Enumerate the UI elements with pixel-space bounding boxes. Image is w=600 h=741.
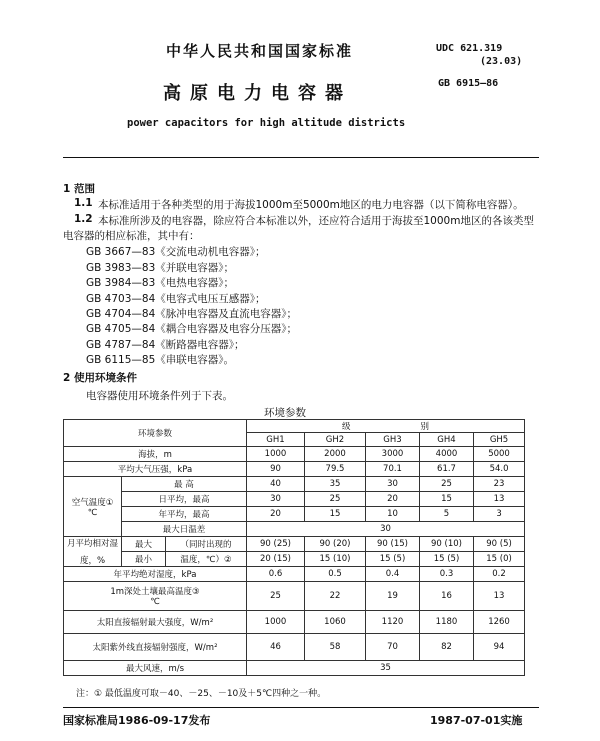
reference-standard: GB 6115—85《串联电容器》。 bbox=[86, 354, 235, 366]
grade-cell: GH5 bbox=[474, 433, 525, 447]
cell: 70 bbox=[366, 634, 420, 661]
row-label: 最小 bbox=[122, 552, 166, 567]
row-label: 海拔，m bbox=[64, 447, 247, 462]
cell: 79.5 bbox=[305, 462, 366, 477]
row-label: 最 高 bbox=[122, 477, 247, 492]
section-2-intro: 电容器使用环境条件列于下表。 bbox=[86, 390, 233, 402]
table-header-row bbox=[64, 420, 525, 433]
table-caption: 环境参数 bbox=[264, 407, 306, 419]
humidity-label-a: 月平均相对湿 bbox=[66, 539, 118, 549]
cell: 70.1 bbox=[366, 462, 420, 477]
cell: 15 (5) bbox=[366, 552, 420, 567]
cell: 0.2 bbox=[474, 567, 525, 582]
table-row bbox=[64, 477, 525, 492]
reference-standard: GB 4704—84《脉冲电容器及直流电容器》； bbox=[86, 308, 298, 320]
param-header: 环境参数 bbox=[64, 420, 247, 447]
row-label: 温度，℃）② bbox=[166, 552, 247, 567]
cell: 13 bbox=[474, 492, 525, 507]
clause-1-2-text-cont: 电容器的相应标准，其中有： bbox=[63, 230, 200, 242]
section-2-heading: 2 使用环境条件 bbox=[63, 372, 137, 384]
grade-cell: GH3 bbox=[366, 433, 420, 447]
table-note: 注：① 最低温度可取－40、－25、－10及＋5℃四种之一种。 bbox=[76, 689, 327, 699]
clause-1-1-number: 1.1 bbox=[74, 197, 93, 209]
clause-1-2-text: 本标准所涉及的电容器，除应符合本标准以外，还应符合适用于海拔至1000m地区的各该类型 bbox=[98, 215, 534, 227]
cell: 25 bbox=[247, 582, 305, 611]
cell: 1120 bbox=[366, 611, 420, 634]
cell: 0.5 bbox=[305, 567, 366, 582]
cell: 4000 bbox=[420, 447, 474, 462]
grade-cell: GH4 bbox=[420, 433, 474, 447]
cell: 15 bbox=[305, 507, 366, 522]
cell: 40 bbox=[247, 477, 305, 492]
row-label: 太阳直接辐射最大强度，W/m² bbox=[64, 611, 247, 634]
reference-standard: GB 3984—83《电热电容器》； bbox=[86, 277, 235, 289]
cell: 5000 bbox=[474, 447, 525, 462]
cell: 23 bbox=[474, 477, 525, 492]
row-label bbox=[64, 582, 247, 611]
humidity-label-b: 度，% bbox=[79, 556, 106, 566]
section-1-heading: 1 范围 bbox=[63, 183, 95, 195]
soil-temp-unit: ℃ bbox=[150, 597, 160, 607]
cell: 0.3 bbox=[420, 567, 474, 582]
cell: 1000 bbox=[247, 611, 305, 634]
table-row bbox=[64, 634, 525, 661]
cell: 1260 bbox=[474, 611, 525, 634]
cell: 16 bbox=[420, 582, 474, 611]
air-temp-label: 空气温度① bbox=[71, 497, 114, 508]
cell: 1000 bbox=[247, 447, 305, 462]
cell: 90 (20) bbox=[305, 537, 366, 552]
reference-standard: GB 3667—83《交流电动机电容器》； bbox=[86, 246, 266, 258]
grade-header bbox=[247, 420, 525, 433]
row-label: 最大日温差 bbox=[122, 522, 247, 537]
cell: 30 bbox=[247, 522, 525, 537]
cell: 82 bbox=[420, 634, 474, 661]
cell: 61.7 bbox=[420, 462, 474, 477]
footer-rule bbox=[63, 707, 539, 708]
cell: 25 bbox=[420, 477, 474, 492]
english-title: power capacitors for high altitude districts bbox=[127, 117, 406, 129]
cell: 54.0 bbox=[474, 462, 525, 477]
row-label: 平均大气压强，kPa bbox=[64, 462, 247, 477]
table-row bbox=[64, 447, 525, 462]
document-title: 高原电力电容器 bbox=[163, 83, 352, 104]
reference-standard: GB 4787—84《断路器电容器》； bbox=[86, 339, 245, 351]
cell: 20 bbox=[366, 492, 420, 507]
header-rule bbox=[63, 157, 539, 158]
reference-standard: GB 4703—84《电容式电压互感器》； bbox=[86, 293, 266, 305]
cell: 25 bbox=[305, 492, 366, 507]
row-label: 年平均，最高 bbox=[122, 507, 247, 522]
grade-cell: GH1 bbox=[247, 433, 305, 447]
cell: 10 bbox=[366, 507, 420, 522]
clause-1-2-number: 1.2 bbox=[74, 213, 93, 225]
udc-sub: (23.03) bbox=[480, 56, 523, 67]
cell: 46 bbox=[247, 634, 305, 661]
table-row bbox=[64, 567, 525, 582]
cell: 19 bbox=[366, 582, 420, 611]
table-row bbox=[64, 522, 525, 537]
org-title: 中华人民共和国国家标准 bbox=[166, 42, 354, 60]
udc-number: UDC 621.319 bbox=[436, 43, 503, 54]
cell: 58 bbox=[305, 634, 366, 661]
cell: 20 (15) bbox=[247, 552, 305, 567]
table-row bbox=[64, 582, 525, 611]
cell: 2000 bbox=[305, 447, 366, 462]
cell: 15 (0) bbox=[474, 552, 525, 567]
row-label: 日平均，最高 bbox=[122, 492, 247, 507]
table-row bbox=[64, 552, 525, 567]
cell: 1180 bbox=[420, 611, 474, 634]
grade-cell: GH2 bbox=[305, 433, 366, 447]
row-label: 太阳紫外线直接辐射强度，W/m² bbox=[64, 634, 247, 661]
effective-date: 1987-07-01实施 bbox=[430, 714, 523, 727]
cell: 15 (5) bbox=[420, 552, 474, 567]
cell: 35 bbox=[305, 477, 366, 492]
table-row bbox=[64, 507, 525, 522]
issued-date: 国家标准局1986-09-17发布 bbox=[63, 714, 211, 727]
air-temp-unit: ℃ bbox=[87, 507, 98, 518]
cell: 3 bbox=[474, 507, 525, 522]
clause-1-1-text: 本标准适用于各种类型的用于海拔1000m至5000m地区的电力电容器（以下简称电容器）。 bbox=[98, 199, 524, 211]
cell: 0.6 bbox=[247, 567, 305, 582]
table-row bbox=[64, 537, 525, 552]
cell: 15 (10) bbox=[305, 552, 366, 567]
row-label: （同时出现的 bbox=[166, 537, 247, 552]
environment-parameters-table bbox=[63, 419, 525, 676]
cell: 90 bbox=[247, 462, 305, 477]
gb-number: GB 6915—86 bbox=[438, 78, 499, 89]
reference-standard: GB 3983—83《并联电容器》； bbox=[86, 262, 235, 274]
reference-standard: GB 4705—84《耦合电容器及电容分压器》； bbox=[86, 323, 298, 335]
table-row bbox=[64, 611, 525, 634]
table-row bbox=[64, 492, 525, 507]
grade-header-label: 级 bbox=[342, 422, 351, 432]
row-label: 最大 bbox=[122, 537, 166, 552]
cell: 90 (15) bbox=[366, 537, 420, 552]
cell: 35 bbox=[247, 661, 525, 676]
row-label: 年平均绝对湿度，kPa bbox=[64, 567, 247, 582]
table-row bbox=[64, 661, 525, 676]
cell: 30 bbox=[366, 477, 420, 492]
cell: 1060 bbox=[305, 611, 366, 634]
grade-header-label-2: 别 bbox=[420, 422, 430, 432]
cell: 90 (10) bbox=[420, 537, 474, 552]
cell: 90 (5) bbox=[474, 537, 525, 552]
row-label: 最大风速，m/s bbox=[64, 661, 247, 676]
air-temp-group-label bbox=[64, 477, 122, 537]
soil-temp-label: 1m深处土壤最高温度③ bbox=[110, 587, 200, 597]
cell: 90 (25) bbox=[247, 537, 305, 552]
cell: 15 bbox=[420, 492, 474, 507]
cell: 22 bbox=[305, 582, 366, 611]
cell: 3000 bbox=[366, 447, 420, 462]
cell: 20 bbox=[247, 507, 305, 522]
cell: 5 bbox=[420, 507, 474, 522]
table-row bbox=[64, 462, 525, 477]
humidity-group-label bbox=[64, 537, 122, 567]
cell: 30 bbox=[247, 492, 305, 507]
cell: 94 bbox=[474, 634, 525, 661]
cell: 13 bbox=[474, 582, 525, 611]
cell: 0.4 bbox=[366, 567, 420, 582]
